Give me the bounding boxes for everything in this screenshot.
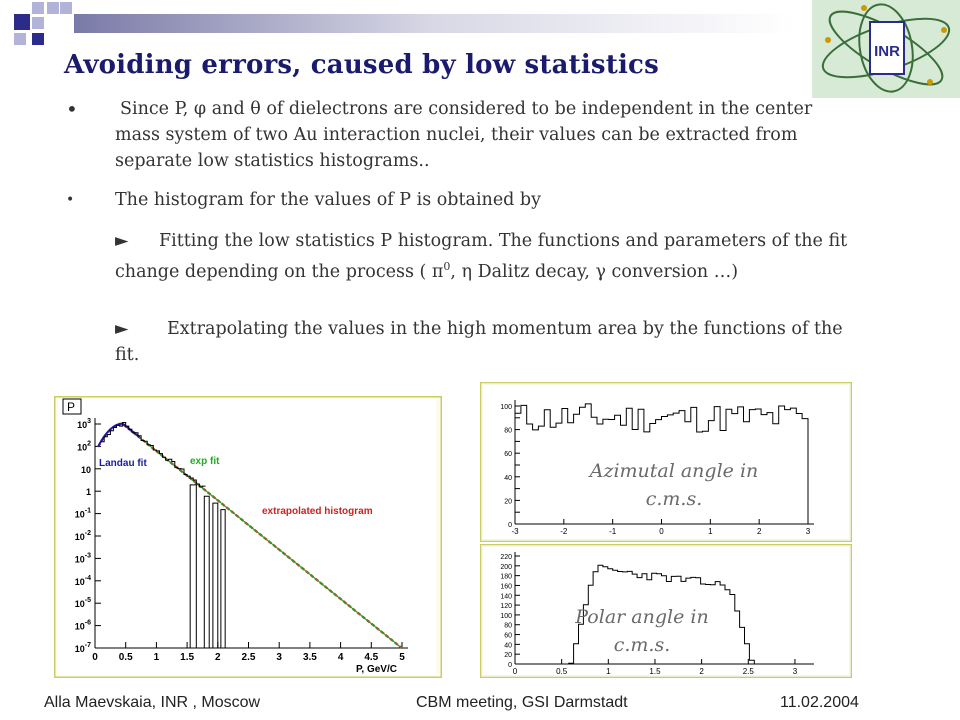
theta-x-tick-label: 2.5	[742, 667, 754, 676]
sub-bullet-2-marker: ►	[115, 319, 129, 339]
histogram-p-box-label: P	[67, 400, 76, 414]
theta-y-tick-label: 160	[500, 583, 512, 591]
phi-x-tick-label: -1	[609, 527, 617, 536]
theta-y-tick-label: 180	[500, 573, 512, 581]
footer-author: Alla Maevskaia, INR , Moscow	[44, 694, 261, 711]
phi-x-tick-label: -3	[511, 527, 519, 536]
p-x-tick-label: 4.5	[364, 652, 379, 663]
p-y-tick-label: $10^{-1}$	[74, 507, 91, 520]
inr-logo	[812, 0, 960, 98]
p-y-tick-label: $10^{-5}$	[74, 597, 91, 610]
p-y-tick-label: $10^{-6}$	[74, 619, 91, 632]
sub-bullet-1-text-a: Fitting the low statistics P histogram. The functions and parameters of the fit change depending on the process ( π	[115, 231, 848, 282]
polar-angle-caption: Polar angle in c.m.s.	[575, 606, 709, 656]
phi-y-tick-label: 0	[508, 522, 512, 529]
theta-y-tick-label: 120	[500, 603, 512, 611]
p-y-tick-label: $10^{-7}$	[74, 642, 91, 654]
phi-y-tick-label: 60	[504, 451, 512, 459]
corner-square-light-3	[32, 17, 44, 29]
theta-y-tick-label: 80	[504, 622, 512, 630]
p-y-tick-label: $10^2$	[77, 440, 91, 453]
exp-fit-label: exp fit	[190, 456, 220, 467]
theta-x-tick-label: 0	[512, 667, 518, 676]
azimuthal-angle-caption: Azimutal angle in c.m.s.	[589, 460, 759, 510]
corner-square-light-5	[60, 2, 72, 14]
phi-y-tick-label: 40	[504, 474, 512, 482]
corner-square-dark-2	[32, 33, 44, 45]
p-x-tick-label: 2.5	[241, 652, 256, 663]
p-x-tick-label: 5	[399, 652, 405, 663]
phi-x-tick-label: 0	[659, 527, 664, 536]
sub-bullet-1	[115, 228, 885, 285]
p-y-tick-label: $10^{-3}$	[74, 552, 91, 565]
p-x-tick-label: 3.5	[302, 652, 317, 663]
corner-square-dark-1	[14, 14, 30, 30]
theta-x-tick-label: 3	[792, 667, 798, 676]
p-y-tick-label: $10^3$	[77, 418, 91, 430]
theta-y-tick-label: 60	[504, 632, 512, 640]
momentum-histogram-panel	[54, 396, 442, 678]
theta-x-tick-label: 1	[606, 667, 611, 676]
p-x-tick-label: 1	[153, 652, 160, 663]
corner-square-light-1	[32, 2, 44, 14]
phi-y-tick-label: 20	[504, 498, 512, 506]
sub-bullet-1-text-b: , η Dalitz decay, γ conversion …)	[450, 261, 739, 282]
p-y-tick-label: $10^{-2}$	[74, 530, 91, 542]
bullet-2-marker: •	[66, 192, 75, 208]
p-y-tick-label: 1	[85, 487, 91, 498]
slide-title: Avoiding errors, caused by low statistics	[64, 50, 659, 80]
bullet-1-text: Since P, φ and θ of dielectrons are considered to be independent in the center mass system of two Au interaction nuclei, their values can be extracted from separate low statistics histograms..	[115, 99, 813, 171]
phi-y-tick-label: 100	[500, 404, 512, 411]
theta-x-tick-label: 2	[699, 667, 704, 676]
theta-y-tick-label: 220	[500, 554, 512, 561]
phi-x-tick-label: -2	[560, 527, 568, 536]
phi-x-tick-label: 1	[708, 527, 713, 536]
theta-y-tick-label: 140	[500, 593, 512, 601]
theta-y-tick-label: 20	[504, 652, 512, 660]
theta-y-tick-label: 40	[504, 642, 512, 650]
sub-bullet-1-marker: ►	[115, 231, 129, 251]
phi-x-tick-label: 2	[756, 527, 762, 536]
pi-zero-superscript: 0	[443, 260, 451, 273]
p-x-tick-label: 1.5	[180, 652, 195, 663]
p-x-tick-label: 0.5	[118, 652, 133, 663]
p-x-tick-label: 2	[215, 652, 221, 663]
momentum-histogram-svg	[54, 396, 442, 678]
phi-y-tick-label: 80	[504, 427, 512, 435]
p-x-axis-title: P, GeV/C	[356, 664, 397, 675]
footer-date: 11.02.2004	[780, 694, 859, 711]
theta-x-tick-label: 0.5	[556, 667, 568, 676]
p-x-tick-label: 4	[337, 652, 344, 663]
corner-square-light-2	[47, 2, 59, 14]
sub-bullet-2	[115, 316, 855, 368]
theta-y-tick-label: 0	[508, 662, 512, 669]
bullet-1-marker: •	[66, 97, 78, 121]
theta-y-tick-label: 100	[500, 612, 512, 620]
phi-x-tick-label: 3	[805, 527, 811, 536]
sub-bullet-2-text: Extrapolating the values in the high momentum area by the functions of the fit.	[115, 319, 843, 365]
p-x-tick-label: 0	[92, 652, 98, 663]
p-y-tick-label: $10^{-4}$	[74, 574, 91, 587]
p-y-tick-label: 10	[80, 464, 91, 475]
landau-fit-label: Landau fit	[99, 458, 147, 469]
p-x-tick-label: 3	[276, 652, 282, 663]
theta-y-tick-label: 200	[500, 563, 512, 571]
corner-square-light-4	[14, 33, 26, 45]
extrapolated-histogram-label: extrapolated histogram	[262, 506, 373, 517]
bullet-2-text: The histogram for the values of P is obtained by	[115, 190, 542, 210]
header-band	[74, 14, 794, 33]
footer-meeting: CBM meeting, GSI Darmstadt	[416, 694, 628, 711]
theta-x-tick-label: 1.5	[649, 667, 661, 676]
logo-text: INR	[874, 43, 900, 60]
